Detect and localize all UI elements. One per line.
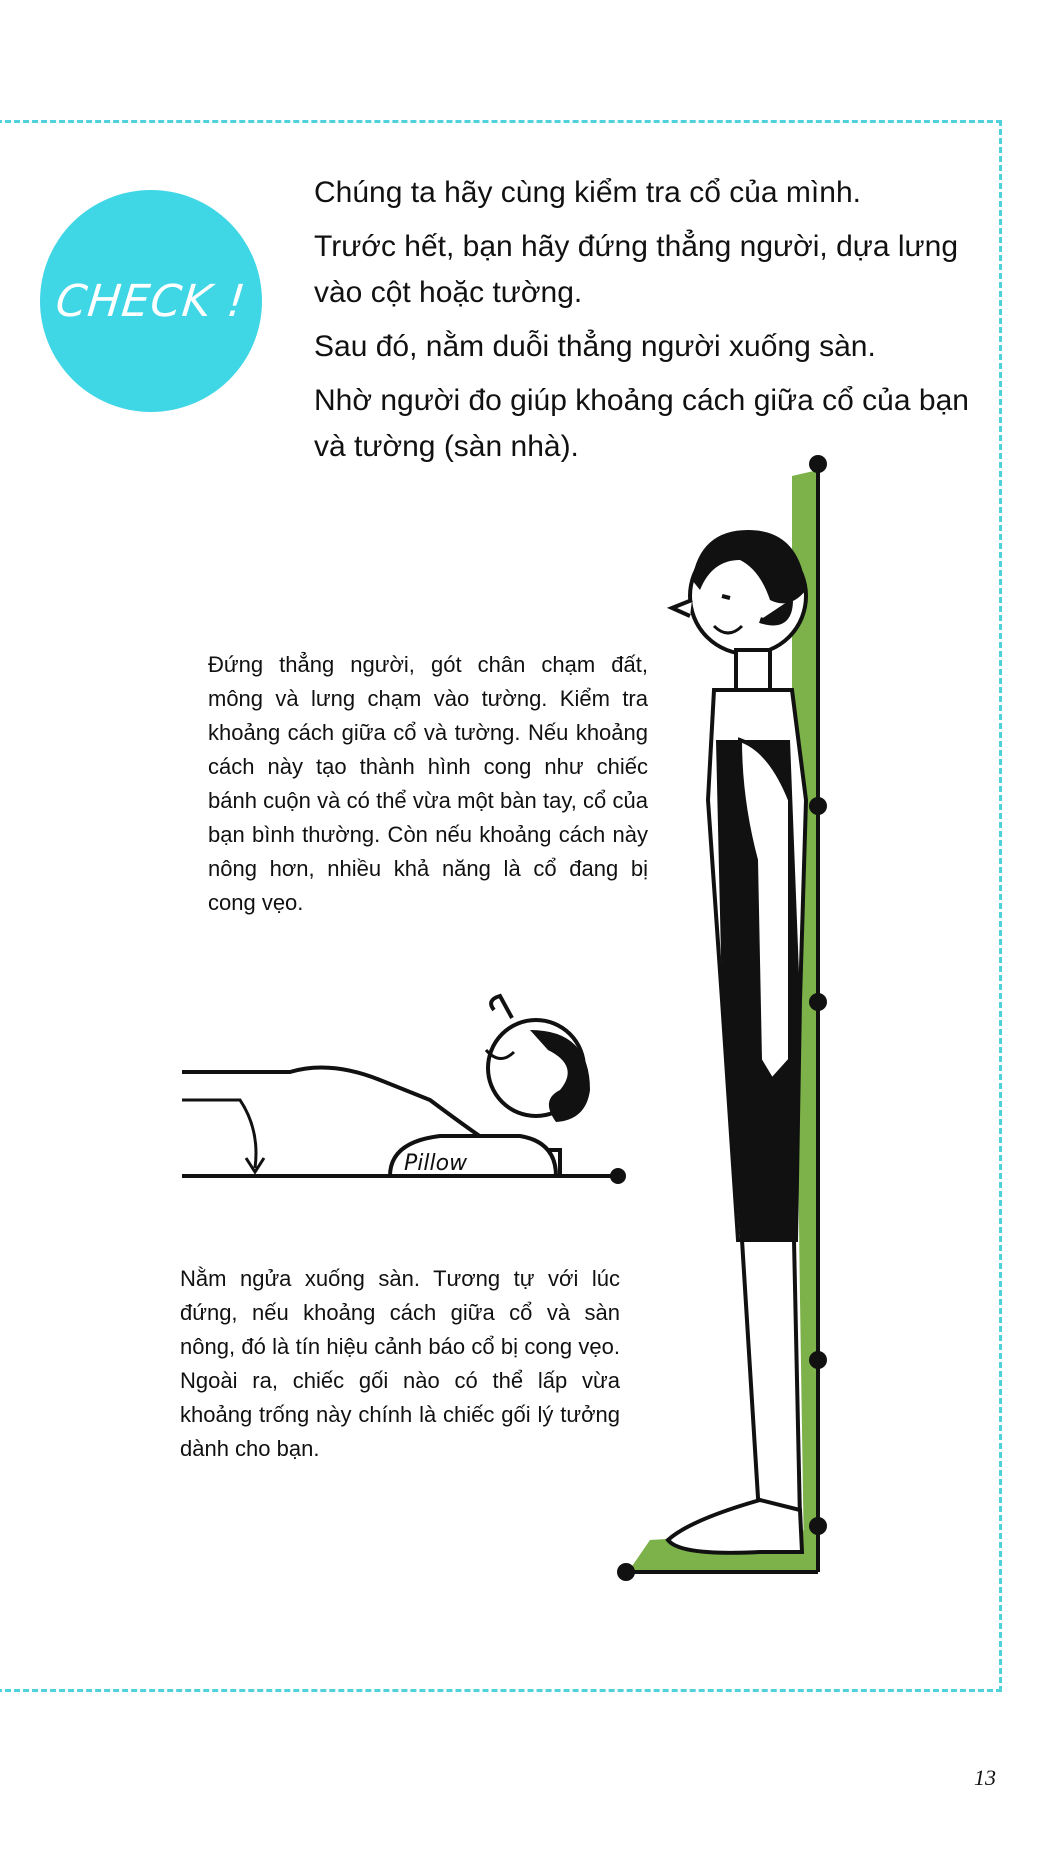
check-badge-label: CHECK ! (53, 275, 249, 327)
lying-figure-illustration (182, 996, 626, 1184)
intro-paragraph: Sau đó, nằm duỗi thẳng người xuống sàn. (314, 330, 876, 363)
intro-paragraph: Chúng ta hãy cùng kiểm tra cổ của mình. (314, 176, 861, 209)
standing-figure-illustration (617, 455, 827, 1581)
page-number: 13 (974, 1765, 996, 1790)
intro-paragraph: Nhờ người đo giúp khoảng cách giữa cổ của bạn và tường (sàn nhà). (314, 384, 969, 463)
lying-caption: Nằm ngửa xuống sàn. Tương tự với lúc đứng, nếu khoảng cách giữa cổ và sàn nông, đó là tín hiệu cảnh báo cổ bị cong vẹo. Ngoài ra, chiếc gối nào có thể lấp vừa khoảng trống này chính là chiếc gối lý tưởng dành cho bạn. (180, 1266, 620, 1461)
intro-paragraph: Trước hết, bạn hãy đứng thẳng người, dựa lưng vào cột hoặc tường. (314, 230, 959, 309)
standing-caption: Đứng thẳng người, gót chân chạm đất, mông và lưng chạm vào tường. Kiểm tra khoảng cách giữa cổ và tường. Nếu khoảng cách này tạo thành hình cong như chiếc bánh cuộn và có thể vừa một bàn tay, cổ của bạn bình thường. Còn nếu khoảng cách này nông hơn, nhiều khả năng là cổ đang bị cong vẹo. (208, 652, 648, 915)
pillow-label: Pillow (404, 1151, 468, 1176)
